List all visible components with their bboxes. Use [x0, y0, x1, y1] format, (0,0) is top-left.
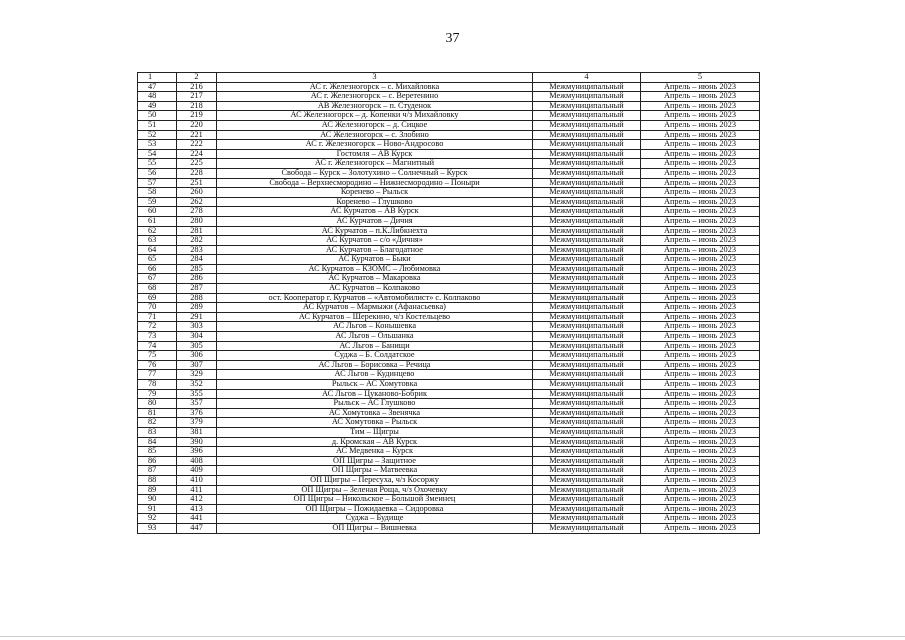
table-row	[138, 178, 760, 188]
route-name-cell: ОП Щигры – Пожидаевка – Сидоровка	[217, 504, 533, 514]
route-name-cell: ОП Щигры – Пересуха, ч/з Косоржу	[217, 475, 533, 485]
route-type-cell: Межмуниципальный	[533, 475, 641, 485]
route-name-cell: АС Медвенка – Курск	[217, 447, 533, 457]
table-row	[138, 92, 760, 102]
route-type-cell: Межмуниципальный	[533, 149, 641, 159]
route-type-cell: Межмуниципальный	[533, 111, 641, 121]
table-row	[138, 188, 760, 198]
header-col-4: 4	[533, 73, 641, 83]
table-row	[138, 111, 760, 121]
route-type-cell: Межмуниципальный	[533, 514, 641, 524]
route-type-cell: Межмуниципальный	[533, 360, 641, 370]
route-number-cell: 217	[177, 92, 217, 102]
route-name-cell: ОП Щигры – Никольское – Большой Змеинец	[217, 495, 533, 505]
route-name-cell: АС Курчатов – КЗОМС – Любимовка	[217, 264, 533, 274]
route-name-cell: ОП Щигры – Матвеевка	[217, 466, 533, 476]
row-number-cell: 58	[138, 188, 177, 198]
header-col-3: 3	[217, 73, 533, 83]
route-type-cell: Межмуниципальный	[533, 418, 641, 428]
route-name-cell: АС Хомутовка – Звенячка	[217, 408, 533, 418]
route-name-cell: АС г. Железногорск – Магнитный	[217, 159, 533, 169]
route-number-cell: 304	[177, 332, 217, 342]
route-type-cell: Межмуниципальный	[533, 370, 641, 380]
row-number-cell: 70	[138, 303, 177, 313]
route-number-cell: 303	[177, 322, 217, 332]
route-name-cell: АС Курчатов – п.К.Либкнехта	[217, 226, 533, 236]
route-type-cell: Межмуниципальный	[533, 380, 641, 390]
row-number-cell: 62	[138, 226, 177, 236]
row-number-cell: 89	[138, 485, 177, 495]
schedule-period-cell: Апрель – июнь 2023	[641, 495, 760, 505]
schedule-period-cell: Апрель – июнь 2023	[641, 303, 760, 313]
row-number-cell: 87	[138, 466, 177, 476]
table-body	[138, 82, 760, 533]
route-type-cell: Межмуниципальный	[533, 101, 641, 111]
route-name-cell: АС г. Железногорск – с. Михайловка	[217, 82, 533, 92]
row-number-cell: 68	[138, 284, 177, 294]
route-number-cell: 222	[177, 140, 217, 150]
route-type-cell: Межмуниципальный	[533, 82, 641, 92]
table-row	[138, 370, 760, 380]
route-number-cell: 260	[177, 188, 217, 198]
route-name-cell: АС Курчатов – Мармыжи (Афанасьевка)	[217, 303, 533, 313]
route-number-cell: 288	[177, 293, 217, 303]
schedule-period-cell: Апрель – июнь 2023	[641, 82, 760, 92]
row-number-cell: 57	[138, 178, 177, 188]
route-name-cell: АС Льгов – Кудинцево	[217, 370, 533, 380]
header-col-2: 2	[177, 73, 217, 83]
row-number-cell: 60	[138, 207, 177, 217]
route-name-cell: АС Курчатов – Колпаково	[217, 284, 533, 294]
table-row	[138, 427, 760, 437]
route-number-cell: 447	[177, 523, 217, 533]
table-row	[138, 456, 760, 466]
route-type-cell: Межмуниципальный	[533, 120, 641, 130]
route-number-cell: 376	[177, 408, 217, 418]
route-number-cell: 379	[177, 418, 217, 428]
route-type-cell: Межмуниципальный	[533, 495, 641, 505]
table-row	[138, 332, 760, 342]
schedule-period-cell: Апрель – июнь 2023	[641, 456, 760, 466]
schedule-period-cell: Апрель – июнь 2023	[641, 188, 760, 198]
table-row	[138, 495, 760, 505]
table-row	[138, 408, 760, 418]
route-name-cell: Коренево – Глушково	[217, 197, 533, 207]
schedule-period-cell: Апрель – июнь 2023	[641, 360, 760, 370]
row-number-cell: 81	[138, 408, 177, 418]
route-name-cell: АС Железногорск – д. Сицкое	[217, 120, 533, 130]
route-type-cell: Межмуниципальный	[533, 226, 641, 236]
row-number-cell: 67	[138, 274, 177, 284]
schedule-period-cell: Апрель – июнь 2023	[641, 207, 760, 217]
route-number-cell: 441	[177, 514, 217, 524]
schedule-period-cell: Апрель – июнь 2023	[641, 437, 760, 447]
route-name-cell: Суджа – Будище	[217, 514, 533, 524]
schedule-period-cell: Апрель – июнь 2023	[641, 351, 760, 361]
route-number-cell: 357	[177, 399, 217, 409]
route-number-cell: 282	[177, 236, 217, 246]
page-bottom-divider	[0, 636, 905, 637]
schedule-period-cell: Апрель – июнь 2023	[641, 255, 760, 265]
schedule-period-cell: Апрель – июнь 2023	[641, 92, 760, 102]
route-type-cell: Межмуниципальный	[533, 236, 641, 246]
table-row	[138, 197, 760, 207]
table-row	[138, 274, 760, 284]
table-row	[138, 437, 760, 447]
table-row	[138, 475, 760, 485]
route-name-cell: Гостомля – АВ Курск	[217, 149, 533, 159]
route-type-cell: Межмуниципальный	[533, 485, 641, 495]
table-row	[138, 399, 760, 409]
route-number-cell: 291	[177, 312, 217, 322]
route-type-cell: Межмуниципальный	[533, 399, 641, 409]
route-number-cell: 228	[177, 168, 217, 178]
row-number-cell: 55	[138, 159, 177, 169]
route-number-cell: 224	[177, 149, 217, 159]
route-number-cell: 220	[177, 120, 217, 130]
table-row	[138, 284, 760, 294]
route-name-cell: Тим – Щигры	[217, 427, 533, 437]
schedule-period-cell: Апрель – июнь 2023	[641, 322, 760, 332]
table-row	[138, 159, 760, 169]
route-type-cell: Межмуниципальный	[533, 303, 641, 313]
table-row	[138, 226, 760, 236]
route-name-cell: АС Льгов – Ольшанка	[217, 332, 533, 342]
row-number-cell: 51	[138, 120, 177, 130]
route-name-cell: АС Железногорск – д. Копенки ч/з Михайловку	[217, 111, 533, 121]
row-number-cell: 52	[138, 130, 177, 140]
row-number-cell: 53	[138, 140, 177, 150]
schedule-period-cell: Апрель – июнь 2023	[641, 140, 760, 150]
route-type-cell: Межмуниципальный	[533, 264, 641, 274]
row-number-cell: 80	[138, 399, 177, 409]
table-row	[138, 82, 760, 92]
route-number-cell: 251	[177, 178, 217, 188]
row-number-cell: 69	[138, 293, 177, 303]
route-number-cell: 283	[177, 245, 217, 255]
row-number-cell: 90	[138, 495, 177, 505]
route-type-cell: Межмуниципальный	[533, 437, 641, 447]
route-type-cell: Межмуниципальный	[533, 216, 641, 226]
schedule-period-cell: Апрель – июнь 2023	[641, 370, 760, 380]
route-name-cell: АВ Железногорск – п. Студенок	[217, 101, 533, 111]
route-name-cell: АС Льгов – Цуканово-Бобрик	[217, 389, 533, 399]
route-number-cell: 409	[177, 466, 217, 476]
schedule-period-cell: Апрель – июнь 2023	[641, 226, 760, 236]
table-row	[138, 168, 760, 178]
schedule-period-cell: Апрель – июнь 2023	[641, 475, 760, 485]
row-number-cell: 84	[138, 437, 177, 447]
route-number-cell: 410	[177, 475, 217, 485]
row-number-cell: 91	[138, 504, 177, 514]
schedule-period-cell: Апрель – июнь 2023	[641, 178, 760, 188]
route-type-cell: Межмуниципальный	[533, 504, 641, 514]
table-row	[138, 264, 760, 274]
route-number-cell: 216	[177, 82, 217, 92]
row-number-cell: 83	[138, 427, 177, 437]
route-type-cell: Межмуниципальный	[533, 197, 641, 207]
route-type-cell: Межмуниципальный	[533, 456, 641, 466]
table-row	[138, 140, 760, 150]
route-name-cell: АС Курчатов – Быки	[217, 255, 533, 265]
route-type-cell: Межмуниципальный	[533, 274, 641, 284]
table-row	[138, 504, 760, 514]
route-type-cell: Межмуниципальный	[533, 284, 641, 294]
schedule-period-cell: Апрель – июнь 2023	[641, 466, 760, 476]
schedule-period-cell: Апрель – июнь 2023	[641, 514, 760, 524]
route-name-cell: Рыльск – АС Глушково	[217, 399, 533, 409]
route-type-cell: Межмуниципальный	[533, 341, 641, 351]
route-name-cell: Рыльск – АС Хомутовка	[217, 380, 533, 390]
schedule-period-cell: Апрель – июнь 2023	[641, 216, 760, 226]
table-row	[138, 447, 760, 457]
table-row	[138, 418, 760, 428]
route-number-cell: 412	[177, 495, 217, 505]
schedule-period-cell: Апрель – июнь 2023	[641, 245, 760, 255]
route-name-cell: АС г. Железногорск – Ново-Андросово	[217, 140, 533, 150]
schedule-period-cell: Апрель – июнь 2023	[641, 274, 760, 284]
route-type-cell: Межмуниципальный	[533, 255, 641, 265]
route-type-cell: Межмуниципальный	[533, 332, 641, 342]
table-row	[138, 255, 760, 265]
route-number-cell: 352	[177, 380, 217, 390]
route-type-cell: Межмуниципальный	[533, 389, 641, 399]
schedule-period-cell: Апрель – июнь 2023	[641, 111, 760, 121]
schedule-period-cell: Апрель – июнь 2023	[641, 485, 760, 495]
schedule-period-cell: Апрель – июнь 2023	[641, 447, 760, 457]
route-number-cell: 396	[177, 447, 217, 457]
route-number-cell: 408	[177, 456, 217, 466]
table-row	[138, 322, 760, 332]
row-number-cell: 79	[138, 389, 177, 399]
row-number-cell: 74	[138, 341, 177, 351]
route-type-cell: Межмуниципальный	[533, 322, 641, 332]
table-row	[138, 236, 760, 246]
table-row	[138, 312, 760, 322]
table-row	[138, 293, 760, 303]
row-number-cell: 78	[138, 380, 177, 390]
route-number-cell: 305	[177, 341, 217, 351]
route-name-cell: АС Курчатов – Дичня	[217, 216, 533, 226]
row-number-cell: 56	[138, 168, 177, 178]
row-number-cell: 93	[138, 523, 177, 533]
row-number-cell: 71	[138, 312, 177, 322]
table-row	[138, 351, 760, 361]
route-number-cell: 381	[177, 427, 217, 437]
table-row	[138, 341, 760, 351]
row-number-cell: 63	[138, 236, 177, 246]
schedule-period-cell: Апрель – июнь 2023	[641, 380, 760, 390]
route-number-cell: 411	[177, 485, 217, 495]
row-number-cell: 49	[138, 101, 177, 111]
schedule-period-cell: Апрель – июнь 2023	[641, 159, 760, 169]
route-type-cell: Межмуниципальный	[533, 312, 641, 322]
row-number-cell: 77	[138, 370, 177, 380]
route-name-cell: ОП Щигры – Зеленая Роща, ч/з Охочевку	[217, 485, 533, 495]
schedule-period-cell: Апрель – июнь 2023	[641, 418, 760, 428]
route-name-cell: Свобода – Курск – Золотухино – Солнечный – Курск	[217, 168, 533, 178]
route-name-cell: АС Льгов – Борисовка – Речица	[217, 360, 533, 370]
row-number-cell: 66	[138, 264, 177, 274]
route-type-cell: Межмуниципальный	[533, 427, 641, 437]
table-row	[138, 485, 760, 495]
row-number-cell: 47	[138, 82, 177, 92]
row-number-cell: 50	[138, 111, 177, 121]
row-number-cell: 64	[138, 245, 177, 255]
route-number-cell: 280	[177, 216, 217, 226]
route-type-cell: Межмуниципальный	[533, 92, 641, 102]
table-row	[138, 245, 760, 255]
table-row	[138, 466, 760, 476]
route-name-cell: АС Льгов – Конышевка	[217, 322, 533, 332]
route-name-cell: АС Курчатов – с/о «Дичня»	[217, 236, 533, 246]
route-number-cell: 329	[177, 370, 217, 380]
schedule-period-cell: Апрель – июнь 2023	[641, 389, 760, 399]
route-number-cell: 289	[177, 303, 217, 313]
route-name-cell: ост. Кооператор г. Курчатов – «Автомобилист» с. Колпаково	[217, 293, 533, 303]
table-row	[138, 389, 760, 399]
route-type-cell: Межмуниципальный	[533, 466, 641, 476]
page-number: 37	[445, 31, 460, 46]
route-number-cell: 225	[177, 159, 217, 169]
table-row	[138, 216, 760, 226]
route-type-cell: Межмуниципальный	[533, 351, 641, 361]
route-type-cell: Межмуниципальный	[533, 293, 641, 303]
route-number-cell: 219	[177, 111, 217, 121]
route-number-cell: 413	[177, 504, 217, 514]
route-type-cell: Межмуниципальный	[533, 207, 641, 217]
row-number-cell: 88	[138, 475, 177, 485]
route-type-cell: Межмуниципальный	[533, 188, 641, 198]
row-number-cell: 54	[138, 149, 177, 159]
table-row	[138, 380, 760, 390]
schedule-period-cell: Апрель – июнь 2023	[641, 312, 760, 322]
schedule-period-cell: Апрель – июнь 2023	[641, 168, 760, 178]
route-type-cell: Межмуниципальный	[533, 178, 641, 188]
row-number-cell: 73	[138, 332, 177, 342]
route-type-cell: Межмуниципальный	[533, 159, 641, 169]
schedule-period-cell: Апрель – июнь 2023	[641, 408, 760, 418]
row-number-cell: 92	[138, 514, 177, 524]
table-row	[138, 207, 760, 217]
route-number-cell: 355	[177, 389, 217, 399]
row-number-cell: 85	[138, 447, 177, 457]
schedule-period-cell: Апрель – июнь 2023	[641, 101, 760, 111]
schedule-period-cell: Апрель – июнь 2023	[641, 293, 760, 303]
schedule-period-cell: Апрель – июнь 2023	[641, 197, 760, 207]
row-number-cell: 59	[138, 197, 177, 207]
table-row	[138, 101, 760, 111]
header-row	[138, 73, 760, 83]
table-header	[138, 73, 760, 83]
route-name-cell: Суджа – Б. Солдатское	[217, 351, 533, 361]
route-number-cell: 281	[177, 226, 217, 236]
row-number-cell: 48	[138, 92, 177, 102]
route-name-cell: АС г. Железногорск – с. Веретенино	[217, 92, 533, 102]
route-type-cell: Межмуниципальный	[533, 130, 641, 140]
schedule-period-cell: Апрель – июнь 2023	[641, 120, 760, 130]
table-row	[138, 130, 760, 140]
route-type-cell: Межмуниципальный	[533, 245, 641, 255]
route-name-cell: АС Курчатов – Шерекино, ч/з Костельцево	[217, 312, 533, 322]
schedule-period-cell: Апрель – июнь 2023	[641, 504, 760, 514]
route-number-cell: 306	[177, 351, 217, 361]
route-type-cell: Межмуниципальный	[533, 408, 641, 418]
header-col-1: 1	[138, 73, 177, 83]
route-number-cell: 286	[177, 274, 217, 284]
route-name-cell: АС Курчатов – АВ Курск	[217, 207, 533, 217]
route-type-cell: Межмуниципальный	[533, 168, 641, 178]
table-row	[138, 514, 760, 524]
route-name-cell: АС Курчатов – Благодатное	[217, 245, 533, 255]
route-name-cell: ОП Щигры – Вишневка	[217, 523, 533, 533]
route-type-cell: Межмуниципальный	[533, 140, 641, 150]
schedule-period-cell: Апрель – июнь 2023	[641, 427, 760, 437]
route-name-cell: АС Железногорск – с. Злобино	[217, 130, 533, 140]
schedule-period-cell: Апрель – июнь 2023	[641, 332, 760, 342]
route-name-cell: АС Льгов – Банищи	[217, 341, 533, 351]
route-name-cell: АС Хомутовка – Рыльск	[217, 418, 533, 428]
route-number-cell: 307	[177, 360, 217, 370]
route-number-cell: 218	[177, 101, 217, 111]
header-col-5: 5	[641, 73, 760, 83]
route-type-cell: Межмуниципальный	[533, 523, 641, 533]
row-number-cell: 86	[138, 456, 177, 466]
route-name-cell: Свобода – Верхнесмородино – Нижнесмородино – Поныри	[217, 178, 533, 188]
route-name-cell: Коренево – Рыльск	[217, 188, 533, 198]
schedule-period-cell: Апрель – июнь 2023	[641, 284, 760, 294]
routes-table	[137, 72, 760, 534]
route-number-cell: 284	[177, 255, 217, 265]
row-number-cell: 61	[138, 216, 177, 226]
schedule-period-cell: Апрель – июнь 2023	[641, 523, 760, 533]
route-number-cell: 287	[177, 284, 217, 294]
table-row	[138, 303, 760, 313]
schedule-period-cell: Апрель – июнь 2023	[641, 399, 760, 409]
row-number-cell: 72	[138, 322, 177, 332]
route-name-cell: д. Кромская – АВ Курск	[217, 437, 533, 447]
route-number-cell: 285	[177, 264, 217, 274]
row-number-cell: 65	[138, 255, 177, 265]
route-number-cell: 221	[177, 130, 217, 140]
route-name-cell: АС Курчатов – Макаровка	[217, 274, 533, 284]
schedule-period-cell: Апрель – июнь 2023	[641, 149, 760, 159]
schedule-period-cell: Апрель – июнь 2023	[641, 130, 760, 140]
route-type-cell: Межмуниципальный	[533, 447, 641, 457]
table-row	[138, 523, 760, 533]
route-number-cell: 390	[177, 437, 217, 447]
row-number-cell: 76	[138, 360, 177, 370]
row-number-cell: 82	[138, 418, 177, 428]
table-row	[138, 360, 760, 370]
schedule-period-cell: Апрель – июнь 2023	[641, 264, 760, 274]
route-number-cell: 262	[177, 197, 217, 207]
schedule-period-cell: Апрель – июнь 2023	[641, 341, 760, 351]
route-name-cell: ОП Щигры – Защитное	[217, 456, 533, 466]
row-number-cell: 75	[138, 351, 177, 361]
route-number-cell: 278	[177, 207, 217, 217]
table-row	[138, 120, 760, 130]
table-row	[138, 149, 760, 159]
schedule-period-cell: Апрель – июнь 2023	[641, 236, 760, 246]
